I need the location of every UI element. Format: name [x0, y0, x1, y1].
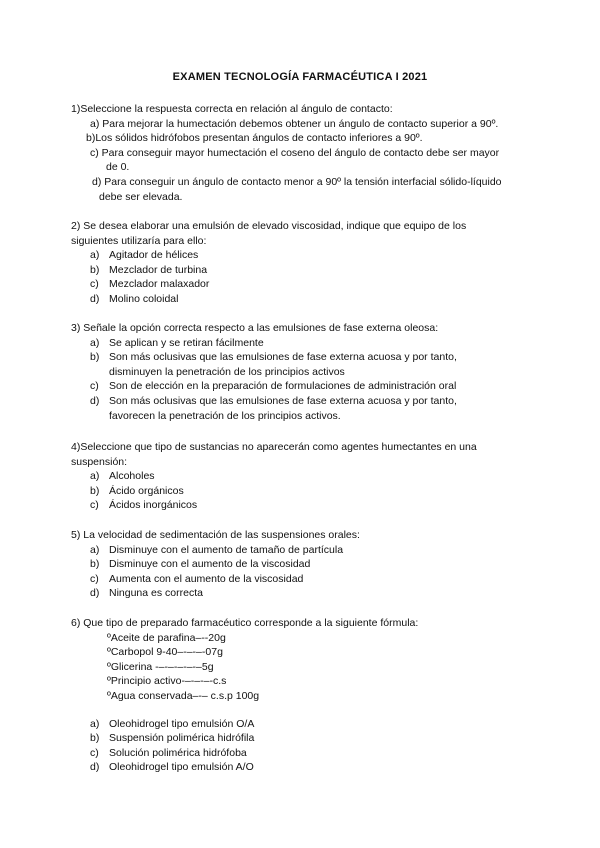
question-5-option-b [71, 557, 531, 572]
question-6-option-a [71, 717, 531, 732]
question-4-text: 4)Seleccione que tipo de sustancias no aparecerán como agentes humectantes en una [71, 441, 477, 453]
question-6 [71, 616, 531, 775]
question-2-option-a [71, 248, 531, 263]
question-6-option-c [71, 746, 531, 761]
question-1-option-d: d) Para conseguir un ángulo de contacto menor a 90º la tensión interfacial sólido-líquido [92, 175, 502, 188]
option-letter: d) [90, 587, 100, 600]
option-letter: b) [90, 558, 100, 571]
question-4-option-c [71, 498, 531, 513]
question-1-option-c: c) Para conseguir mayor humectación el coseno del ángulo de contacto debe ser mayor [90, 146, 500, 159]
question-5 [71, 528, 531, 601]
option-letter: d) [90, 292, 100, 305]
question-2-option-d [71, 292, 531, 307]
option-letter: d) [90, 394, 100, 407]
question-3-option-d [71, 394, 531, 423]
option-letter: a) [90, 336, 100, 349]
question-1-text: 1)Seleccione la respuesta correcta en relación al ángulo de contacto: [71, 103, 393, 115]
question-3-option-c [71, 379, 531, 394]
question-1 [71, 102, 531, 204]
option-letter: c) [90, 499, 99, 512]
option-text: Oleohidrogel tipo emulsión A/O [109, 761, 254, 774]
option-letter: b) [90, 484, 100, 497]
formula-line: ºAceite de parafina–--20g [107, 631, 226, 644]
option-letter: d) [90, 761, 100, 774]
option-letter: a) [90, 470, 100, 483]
option-text: Suspensión polimérica hidrófila [109, 732, 255, 745]
question-6-text: 6) Que tipo de preparado farmacéutico corresponde a la siguiente fórmula: [71, 617, 419, 629]
question-5-option-d [71, 586, 531, 601]
question-6-option-d [71, 760, 531, 775]
question-2-text: 2) Se desea elaborar una emulsión de elevado viscosidad, indique que equipo de los [71, 220, 467, 232]
option-text-cont: disminuyen la penetración de los principios activos [109, 365, 345, 378]
question-1-option-c-cont: de 0. [106, 161, 130, 174]
option-text: Son de elección en la preparación de formulaciones de administración oral [109, 380, 457, 393]
option-text: Se aplican y se retiran fácilmente [109, 336, 264, 349]
option-text: Agitador de hélices [109, 249, 199, 262]
question-2-option-b [71, 263, 531, 278]
option-text: Disminuye con el aumento de la viscosidad [109, 558, 311, 571]
option-text: Mezclador de turbina [109, 263, 208, 276]
exam-title: EXAMEN TECNOLOGÍA FARMACÉUTICA I 2021 [172, 71, 428, 83]
option-text: Alcoholes [109, 470, 155, 483]
option-letter: c) [90, 278, 99, 291]
option-text: Aumenta con el aumento de la viscosidad [109, 572, 304, 585]
formula-line: ºCarbopol 9-40–-–-–-07g [107, 646, 223, 659]
question-4-text-cont: suspensión: [71, 455, 128, 468]
question-1-option-b: b)Los sólidos hidrófobos presentan ángulos de contacto inferiores a 90º. [86, 132, 423, 145]
option-text: Molino coloidal [109, 292, 179, 305]
question-1-option-a: a) Para mejorar la humectación debemos obtener un ángulo de contacto superior a 90º. [90, 117, 499, 130]
question-3-option-a [71, 336, 531, 351]
option-letter: a) [90, 717, 100, 730]
formula-line: ºAgua conservada–-– c.s.p 100g [107, 689, 260, 702]
option-letter: a) [90, 543, 100, 556]
question-2-text-cont: siguientes utilizaría para ello: [71, 234, 207, 247]
option-letter: b) [90, 732, 100, 745]
option-text: Son más oclusivas que las emulsiones de fase externa acuosa y por tanto, [109, 351, 457, 364]
option-letter: b) [90, 263, 100, 276]
formula-line: ºGlicerina -–-–-–-–-–5g [107, 660, 214, 673]
question-3-option-b [71, 350, 531, 379]
formula-list [71, 631, 531, 704]
option-text: Ácidos inorgánicos [109, 499, 198, 512]
question-3-text: 3) Señale la opción correcta respecto a las emulsiones de fase externa oleosa: [71, 322, 439, 334]
question-4-option-b [71, 484, 531, 499]
option-text: Oleohidrogel tipo emulsión O/A [109, 717, 255, 730]
question-2-option-c [71, 277, 531, 292]
option-letter: c) [90, 572, 99, 585]
option-text: Son más oclusivas que las emulsiones de fase externa acuosa y por tanto, [109, 394, 457, 407]
option-text: Disminuye con el aumento de tamaño de partícula [109, 543, 344, 556]
option-letter: c) [90, 380, 99, 393]
question-6-option-b [71, 731, 531, 746]
question-4 [71, 440, 531, 513]
question-5-option-c [71, 572, 531, 587]
question-5-option-a [71, 543, 531, 558]
option-letter: b) [90, 351, 100, 364]
formula-line: ºPrincipio activo-–-–-–-c.s [107, 675, 227, 688]
option-letter: c) [90, 746, 99, 759]
question-1-option-d-cont: debe ser elevada. [99, 190, 183, 203]
option-text: Ácido orgánicos [109, 484, 184, 497]
option-text: Ninguna es correcta [109, 587, 203, 600]
question-4-option-a [71, 469, 531, 484]
question-5-text: 5) La velocidad de sedimentación de las suspensiones orales: [71, 529, 360, 541]
option-text: Mezclador malaxador [109, 278, 210, 291]
question-2 [71, 219, 531, 307]
option-text: Solución polimérica hidrófoba [109, 746, 247, 759]
option-letter: a) [90, 249, 100, 262]
question-3 [71, 321, 531, 423]
option-text-cont: favorecen la penetración de los principios activos. [109, 409, 341, 422]
